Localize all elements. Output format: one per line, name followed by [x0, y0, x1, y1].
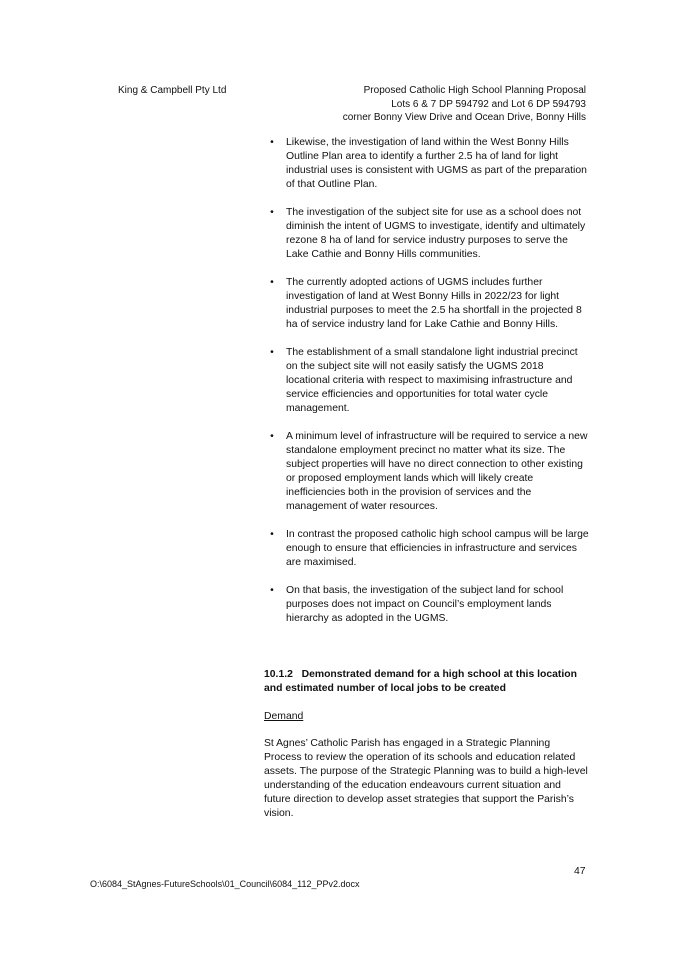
bullet-glyph: • — [270, 137, 274, 148]
bullet-item — [264, 584, 590, 626]
page-number: 47 — [574, 866, 586, 877]
body-content — [264, 136, 590, 821]
bullet-glyph: • — [270, 431, 274, 442]
bullet-glyph: • — [270, 585, 274, 596]
bullet-text: Likewise, the investigation of land within the West Bonny Hills Outline Plan area to identify a further 2.5 ha of land for light industrial uses is consistent with UGMS as part of the preparation of that Outline Plan. — [286, 137, 587, 190]
bullet-item — [264, 528, 590, 570]
bullet-item — [264, 430, 590, 514]
header-company: King & Campbell Pty Ltd — [118, 85, 227, 96]
bullet-text: The establishment of a small standalone light industrial precinct on the subject site will not easily satisfy the UGMS 2018 locational criteria with respect to maximising infrastructure and service efficiencies and opportunities for total water cycle management. — [286, 347, 578, 414]
bullet-text: The currently adopted actions of UGMS includes further investigation of land at West Bonny Hills in 2022/23 for light industrial purposes to meet the 2.5 ha shortfall in the projected 8 ha of service industry land for Lake Cathie and Bonny Hills. — [286, 277, 582, 330]
bullet-glyph: • — [270, 277, 274, 288]
bullet-text: The investigation of the subject site for use as a school does not diminish the intent of UGMS to investigate, identify and ultimately rezone 8 ha of land for service industry purposes to serve the Lake Cathie and Bonny Hills communities. — [286, 207, 586, 260]
bullet-item — [264, 346, 590, 416]
footer-file-path: O:\6084_StAgnes-FutureSchools\01_Council\6084_112_PPv2.docx — [90, 879, 360, 889]
section-number: 10.1.2 — [264, 669, 293, 680]
bullet-glyph: • — [270, 207, 274, 218]
section-title: Demonstrated demand for a high school at this location and estimated number of local jobs to be created — [264, 669, 577, 694]
bullet-item — [264, 276, 590, 332]
header-title-line-2: Lots 6 & 7 DP 594792 and Lot 6 DP 594793 — [391, 98, 586, 110]
body-paragraph: St Agnes’ Catholic Parish has engaged in a Strategic Planning Process to review the operation of its schools and education related assets. The purpose of the Strategic Planning was to build a high-level understanding of the education endeavours current situation and future direction to develop asset strategies that support the Parish’s vision. — [264, 738, 588, 819]
header-title-line-3: corner Bonny View Drive and Ocean Drive, Bonny Hills — [342, 112, 586, 123]
section-heading — [264, 668, 590, 696]
bullet-text: In contrast the proposed catholic high school campus will be large enough to ensure that efficiencies in infrastructure and services are maximised. — [286, 529, 589, 568]
bullet-item — [264, 136, 590, 192]
bullet-item — [264, 206, 590, 262]
bullet-list — [264, 136, 590, 626]
bullet-glyph: • — [270, 347, 274, 358]
bullet-glyph: • — [270, 529, 274, 540]
subheading-demand: Demand — [264, 711, 304, 722]
header-document-title — [266, 84, 586, 125]
header-title-line-1: Proposed Catholic High School Planning Proposal — [363, 85, 586, 96]
bullet-text: On that basis, the investigation of the subject land for school purposes does not impact on Council’s employment lands hierarchy as adopted in the UGMS. — [286, 585, 564, 624]
bullet-text: A minimum level of infrastructure will be required to service a new standalone employment precinct no matter what its size. The subject properties will have no direct connection to other existing or proposed employment lands which will likely create inefficiencies both in the provision of services and the management of water resources. — [286, 431, 588, 512]
